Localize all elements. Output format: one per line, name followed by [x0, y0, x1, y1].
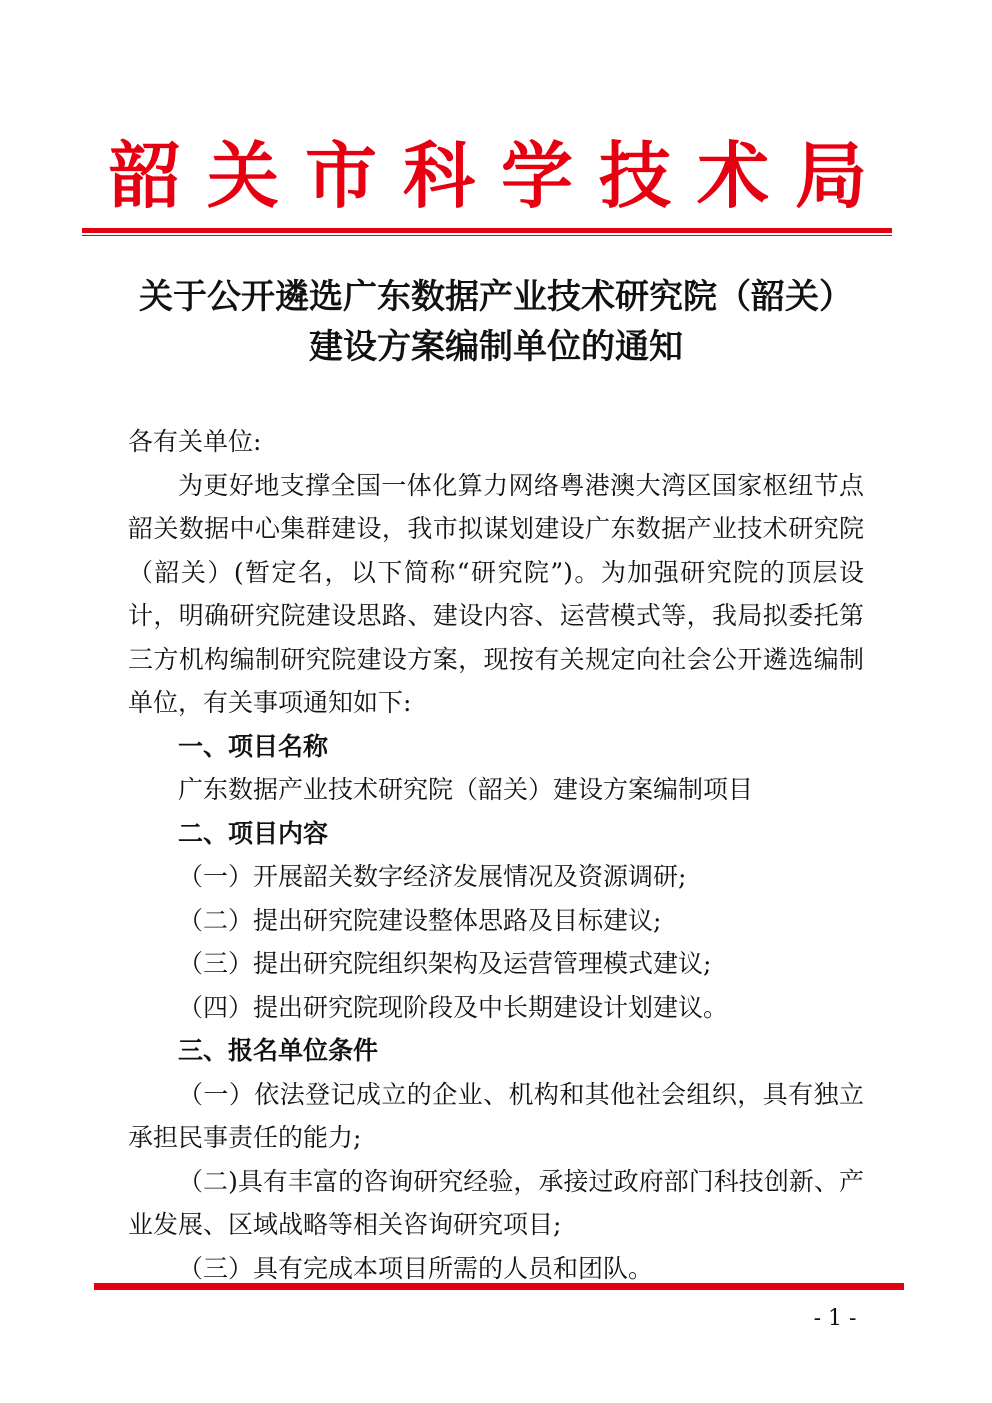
intro-paragraph: 为更好地支撑全国一体化算力网络粤港澳大湾区国家枢纽节点韶关数据中心集群建设，我市拟谋划建设广东数据产业技术研究院（韶关）(暂定名，以下简称“研究院”)。为加强研究院的顶层设计，明确研究院建设思路、建设内容、运营模式等，我局拟委托第三方机构编制研究院建设方案，现按有关规定向社会公开遴选编制单位，有关事项通知如下: — [128, 470, 864, 717]
document-title — [100, 272, 892, 372]
letterhead-rule-thick — [82, 228, 892, 233]
section-heading: 一、项目名称 — [178, 731, 329, 761]
salutation: 各有关单位: — [128, 427, 262, 456]
section-heading: 二、项目内容 — [178, 818, 329, 848]
section-item: （四）提出研究院现阶段及中长期建设计划建议。 — [178, 992, 729, 1022]
section-item: （一）依法登记成立的企业、机构和其他社会组织，具有独立承担民事责任的能力; — [128, 1079, 864, 1152]
section-item: （三）具有完成本项目所需的人员和团队。 — [178, 1253, 654, 1283]
section-item: （二）提出研究院建设整体思路及目标建议; — [178, 905, 662, 935]
section-item: （一）开展韶关数字经济发展情况及资源调研; — [178, 862, 687, 891]
letterhead-title: 韶关市科学技术局 — [108, 133, 893, 218]
section-heading: 三、报名单位条件 — [178, 1036, 379, 1065]
title-line-1: 关于公开遴选广东数据产业技术研究院（韶关） — [139, 277, 853, 317]
document-body — [128, 420, 864, 1290]
section-item: （二)具有丰富的咨询研究经验，承接过政府部门科技创新、产业发展、区域战略等相关咨询研究项目; — [128, 1166, 864, 1239]
section-item: 广东数据产业技术研究院（韶关）建设方案编制项目 — [178, 775, 754, 804]
letterhead-rule-thin — [82, 235, 892, 236]
title-line-2: 建设方案编制单位的通知 — [309, 327, 683, 367]
page-number: - 1 - — [813, 1306, 857, 1331]
footer-rule — [94, 1283, 904, 1290]
section-item: （三）提出研究院组织架构及运营管理模式建议; — [178, 949, 712, 978]
